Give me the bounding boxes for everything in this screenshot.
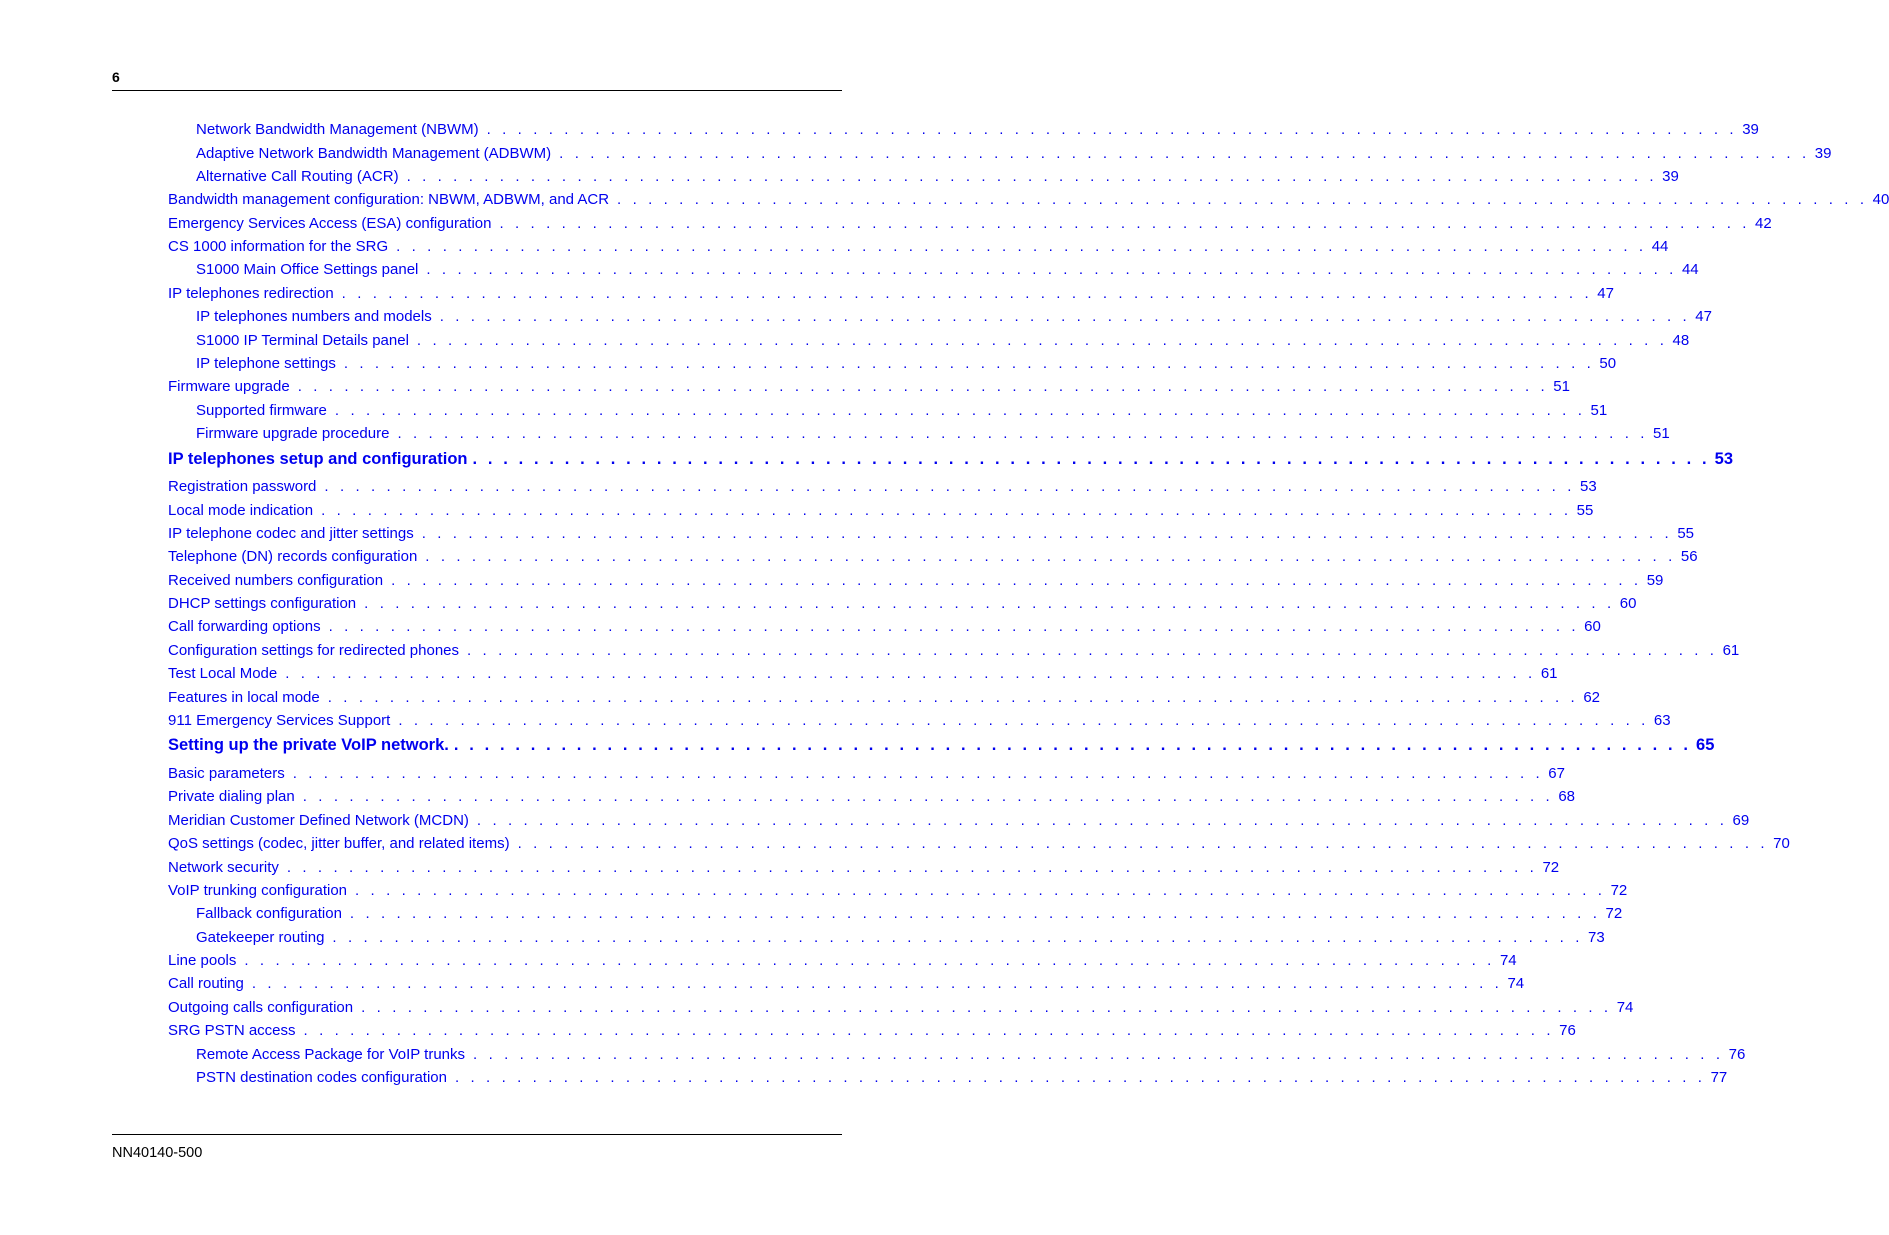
toc-entry-page-number: 70 (1773, 835, 1790, 852)
toc-entry-link[interactable] (196, 929, 1605, 949)
toc-entry-page-number: 74 (1499, 952, 1517, 969)
toc-entry-label: S1000 Main Office Settings panel (196, 261, 419, 278)
toc-dot-leader: . . . . . . . . . . . . . . . . . . . . . . . . . . . . . . . . . . . . . . . . . . . . . . . . . . . . . . . . . . . . . . . . . . . . . . . . . . . . . . . . . (328, 618, 1580, 635)
toc-entry-label: Network security (168, 859, 279, 876)
toc-dot-leader: . . . . . . . . . . . . . . . . . . . . . . . . . . . . . . . . . . . . . . . . . . . . . . . . . . . . . . . . . . . . . . . . . . . . . . . . . . . . . . . . . (398, 712, 1649, 729)
toc-entry-page-number: 69 (1732, 812, 1750, 829)
toc-entry-link[interactable] (196, 121, 1759, 141)
toc-entry-label: Supported firmware (196, 402, 327, 419)
toc-entry-page-number: 48 (1672, 332, 1690, 349)
toc-entry-link[interactable] (196, 402, 1608, 422)
toc-entry-label: Configuration settings for redirected phones (168, 642, 460, 659)
toc-entry-label: Meridian Customer Defined Network (MCDN) (168, 812, 469, 829)
toc-entry-label: Call forwarding options (168, 618, 321, 635)
toc-entry-label: PSTN destination codes configuration (196, 1069, 447, 1086)
toc-entry-link[interactable] (168, 975, 1525, 995)
toc-entry-link[interactable] (168, 859, 1560, 879)
toc-entry-label: Bandwidth management configuration: NBWM, ADBWM, and ACR (168, 191, 610, 208)
toc-entry-label: Gatekeeper routing (196, 929, 325, 946)
toc-dot-leader: . . . . . . . . . . . . . . . . . . . . . . . . . . . . . . . . . . . . . . . . . . . . . . . . . . . . . . . . . . . . . . . . . . . . . . . . . . . . . . . . . (286, 859, 1538, 876)
toc-entry-link[interactable] (168, 478, 1597, 498)
toc-entry-label: IP telephone codec and jitter settings (168, 525, 414, 542)
toc-dot-leader: . . . . . . . . . . . . . . . . . . . . . . . . . . . . . . . . . . . . . . . . . . . . . . . . . . . . . . . . . . . . . . . . . . . . . . . . . . . . . . . . . (297, 378, 1549, 395)
toc-entry-page-number: 44 (1651, 238, 1669, 255)
page-number: 6 (112, 69, 120, 85)
toc-entry-page-number: 53 (1714, 450, 1734, 468)
toc-entry-link[interactable] (168, 378, 1570, 398)
toc-entry-label: Line pools (168, 952, 237, 969)
toc-dot-leader: . . . . . . . . . . . . . . . . . . . . . . . . . . . . . . . . . . . . . . . . . . . . . . . . . . . . . . . . . . . . . . . . . . . . . . . . . . . . . . . . . (416, 332, 1668, 349)
toc-dot-leader: . . . . . . . . . . . . . . . . . . . . . . . . . . . . . . . . . . . . . . . . . . . . . . . . . . . . . . . . . . . . . . . . . . . . . . . . . . . . . . . . . (517, 835, 1769, 852)
toc-entry-page-number: 62 (1583, 689, 1601, 706)
toc-entry-label: CS 1000 information for the SRG (168, 238, 389, 255)
toc-entry-page-number: 67 (1548, 765, 1565, 782)
toc-entry-page-number: 61 (1540, 665, 1558, 682)
toc-dot-leader: . . . . . . . . . . . . . . . . . . . . . . . . . . . . . . . . . . . . . . . . . . . . . . . . . . . . . . . . . . . . . . . . . . . . . . . . . . . . . . . . . (559, 145, 1810, 162)
toc-entry-label: Test Local Mode (168, 665, 278, 682)
toc-entry-link[interactable] (168, 665, 1558, 685)
toc-entry-label: S1000 IP Terminal Details panel (196, 332, 409, 349)
toc-dot-leader: . . . . . . . . . . . . . . . . . . . . . . . . . . . . . . . . . . . . . . . . . . . . . . . . . . . . . . . . . . . . . . . . . . . . . . . . . . . . . . . . . (473, 1046, 1724, 1063)
toc-dot-leader: . . . . . . . . . . . . . . . . . . . . . . . . . . . . . . . . . . . . . . . . . . . . . . . . . . . . . . . . . . . . . . . . . . . . . . . . . . . . . . . . . (324, 478, 1575, 495)
toc-entry-link[interactable] (168, 952, 1517, 972)
toc-entry-link[interactable] (168, 525, 1694, 545)
toc-dot-leader: . . . . . . . . . . . . . . . . . . . . . . . . . . . . . . . . . . . . . . . . . . . . . . . . . . . . . . . . . . . . . . . . . . . . . . . . . . . . . . . . . (439, 308, 1691, 325)
toc-dot-leader: . . . . . . . . . . . . . . . . . . . . . . . . . . . . . . . . . . . . . . . . . . . . . . . . . . . . . . . . . . . . . . . . . . . . . . . . . . . . . . . . . (426, 261, 1677, 278)
toc-chapter-link[interactable] (168, 736, 1715, 756)
toc-dot-leader: . . . . . . . . . . . . . . . . . . . . . . . . . . . . . . . . . . . . . . . . . . . . . . . . . . . . . . . . . . . . . . . . . . . . . . . . . . . . . . . . . (292, 765, 1544, 782)
toc-dot-leader: . . . . . . . . . . . . . . . . . . . . . . . . . . . . . . . . . . . . . . . . . . . . . . . . . . . . . . . . . . . . . . . . . . . . . . . . . . . . . . . . . (332, 929, 1583, 946)
toc-entry-label: Outgoing calls configuration (168, 999, 354, 1016)
toc-dot-leader: . . . . . . . . . . . . . . . . . . . . . . . . . . . . . . . . . . . . . . . . . . . . . . . . . . . . . . . . . . . . . . . . . . . . . . . . . . . . . . . . . (349, 905, 1601, 922)
toc-entry-page-number: 59 (1646, 572, 1664, 589)
toc-entry-link[interactable] (168, 215, 1772, 235)
toc-entry-label: Network Bandwidth Management (NBWM) (196, 121, 479, 138)
toc-entry-link[interactable] (196, 261, 1699, 281)
toc-entry-label: Firmware upgrade (168, 378, 290, 395)
toc-entry-link[interactable] (168, 765, 1565, 785)
toc-entry-link[interactable] (168, 788, 1576, 808)
toc-dot-leader: . . . . . . . . . . . . . . . . . . . . . . . . . . . . . . . . . . . . . . . . . . . . . . . . . . . . . . . . . . . . . . . . . . . . . . . . . . . . . . . . . (406, 168, 1658, 185)
toc-entry-page-number: 50 (1599, 355, 1617, 372)
toc-entry-page-number: 61 (1722, 642, 1740, 659)
toc-dot-leader: . . . . . . . . . . . . . . . . . . . . . . . . . . . . . . . . . . . . . . . . . . . . . . . . . . . . . . . . . . . . . . . . . . . . . . . . . . . . . . . . . (425, 548, 1676, 565)
toc-entry-link[interactable] (168, 595, 1637, 615)
toc-entry-link[interactable] (168, 882, 1628, 902)
toc-entry-link[interactable] (168, 191, 1889, 211)
toc-entry-label: Basic parameters (168, 765, 285, 782)
toc-entry-page-number: 47 (1597, 285, 1614, 302)
toc-entry-page-number: 74 (1507, 975, 1525, 992)
toc-entry-page-number: 76 (1728, 1046, 1746, 1063)
toc-entry-label: Local mode indication (168, 502, 314, 519)
toc-entry-link[interactable] (168, 642, 1740, 662)
toc-entry-link[interactable] (196, 308, 1712, 328)
toc-entry-label: DHCP settings configuration (168, 595, 357, 612)
toc-entry-label: Telephone (DN) records configuration (168, 548, 418, 565)
toc-entry-page-number: 39 (1742, 121, 1759, 138)
toc-entry-label: Firmware upgrade procedure (196, 425, 390, 442)
toc-entry-link[interactable] (196, 145, 1832, 165)
toc-entry-link[interactable] (196, 905, 1623, 925)
toc-entry-label: IP telephones redirection (168, 285, 334, 302)
toc-entry-page-number: 72 (1542, 859, 1560, 876)
toc-entry-page-number: 74 (1616, 999, 1634, 1016)
toc-dot-leader: . . . . . . . . . . . . . . . . . . . . . . . . . . . . . . . . . . . . . . . . . . . . . . . . . . . . . . . . . . . . . . . . . . . . . . . . . . . . . . . . . (285, 665, 1536, 682)
toc-entry-page-number: 63 (1653, 712, 1671, 729)
toc-entry-label: 911 Emergency Services Support (168, 712, 391, 729)
toc-entry-link[interactable] (196, 168, 1679, 188)
toc-entry-link[interactable] (168, 548, 1698, 568)
toc-entry-link[interactable] (196, 355, 1617, 375)
toc-entry-page-number: 55 (1576, 502, 1594, 519)
toc-entry-page-number: 39 (1814, 145, 1832, 162)
toc-entry-page-number: 44 (1681, 261, 1699, 278)
toc-entry-page-number: 42 (1755, 215, 1772, 232)
toc-entry-link[interactable] (168, 618, 1601, 638)
toc-entry-label: VoIP trunking configuration (168, 882, 348, 899)
toc-dot-leader: . . . . . . . . . . . . . . . . . . . . . . . . . . . . . . . . . . . . . . . . . . . . . . . . . . . . . . . . . . . . . . . . . . . . . . . . . . . . . . . . . (327, 689, 1579, 706)
toc-dot-leader: . . . . . . . . . . . . . . . . . . . . . . . . . . . . . . . . . . . . . . . . . . . . . . . . . . . . . . . . . . . . . . . . . . . . . . . . . . . . . . . . . (486, 121, 1738, 138)
toc-dot-leader: . . . . . . . . . . . . . . . . . . . . . . . . . . . . . . . . . . . . . . . . . . . . . . . . . . . . . . . . . . . . . . . . . . . . . . . . . . . . . . . . . (453, 736, 1692, 754)
toc-entry-label: Features in local mode (168, 689, 320, 706)
toc-entry-page-number: 55 (1677, 525, 1694, 542)
toc-entry-page-number: 51 (1553, 378, 1570, 395)
toc-entry-link[interactable] (168, 712, 1671, 732)
toc-entry-page-number: 53 (1579, 478, 1597, 495)
toc-entry-link[interactable] (168, 572, 1664, 592)
toc-dot-leader: . . . . . . . . . . . . . . . . . . . . . . . . . . . . . . . . . . . . . . . . . . . . . . . . . . . . . . . . . . . . . . . . . . . . . . . . . . . . . . . . . (396, 238, 1647, 255)
toc-dot-leader: . . . . . . . . . . . . . . . . . . . . . . . . . . . . . . . . . . . . . . . . . . . . . . . . . . . . . . . . . . . . . . . . . . . . . . . . . . . . . . . . . (454, 1069, 1706, 1086)
toc-entry-label: IP telephones setup and configuration (168, 450, 468, 468)
toc-entry-page-number: 65 (1696, 736, 1715, 754)
toc-entry-label: Remote Access Package for VoIP trunks (196, 1046, 466, 1063)
toc-entry-page-number: 60 (1619, 595, 1637, 612)
toc-entry-page-number: 40 (1872, 191, 1889, 208)
toc-entry-page-number: 72 (1610, 882, 1628, 899)
toc-entry-label: IP telephones numbers and models (196, 308, 432, 325)
toc-entry-page-number: 73 (1588, 929, 1605, 946)
toc-entry-page-number: 76 (1559, 1022, 1576, 1039)
toc-dot-leader: . . . . . . . . . . . . . . . . . . . . . . . . . . . . . . . . . . . . . . . . . . . . . . . . . . . . . . . . . . . . . . . . . . . . . . . . . . . . . . . . . (421, 525, 1673, 542)
toc-entry-link[interactable] (196, 1046, 1746, 1066)
toc-entry-link[interactable] (196, 332, 1690, 352)
toc-entry-page-number: 72 (1605, 905, 1623, 922)
toc-dot-leader: . . . . . . . . . . . . . . . . . . . . . . . . . . . . . . . . . . . . . . . . . . . . . . . . . . . . . . . . . . . . . . . . . . . . . . . . . . . . . . . . . (251, 975, 1503, 992)
toc-dot-leader: . . . . . . . . . . . . . . . . . . . . . . . . . . . . . . . . . . . . . . . . . . . . . . . . . . . . . . . . . . . . . . . . . . . . . . . . . . . . . . . . . (364, 595, 1615, 612)
toc-dot-leader: . . . . . . . . . . . . . . . . . . . . . . . . . . . . . . . . . . . . . . . . . . . . . . . . . . . . . . . . . . . . . . . . . . . . . . . . . . . . . . . . . (334, 402, 1586, 419)
toc-entry-link[interactable] (168, 999, 1634, 1019)
toc-entry-link[interactable] (168, 812, 1750, 832)
toc-dot-leader: . . . . . . . . . . . . . . . . . . . . . . . . . . . . . . . . . . . . . . . . . . . . . . . . . . . . . . . . . . . . . . . . . . . . . . . . . . . . . . . . . (467, 642, 1718, 659)
toc-entry-label: Adaptive Network Bandwidth Management (ADBWM) (196, 145, 552, 162)
toc-entry-page-number: 60 (1584, 618, 1601, 635)
toc-dot-leader: . . . . . . . . . . . . . . . . . . . . . . . . . . . . . . . . . . . . . . . . . . . . . . . . . . . . . . . . . . . . . . . . . . . . . . . . . . . . . . . . . (397, 425, 1649, 442)
footer-rule (112, 1134, 842, 1135)
toc-entry-label: Received numbers configuration (168, 572, 384, 589)
toc-dot-leader: . . . . . . . . . . . . . . . . . . . . . . . . . . . . . . . . . . . . . . . . . . . . . . . . . . . . . . . . . . . . . . . . . . . . . . . . . . . . . . . . . (361, 999, 1612, 1016)
toc-entry-link[interactable] (168, 285, 1614, 305)
toc-entry-label: Registration password (168, 478, 317, 495)
toc-entry-label: Alternative Call Routing (ACR) (196, 168, 399, 185)
toc-dot-leader: . . . . . . . . . . . . . . . . . . . . . . . . . . . . . . . . . . . . . . . . . . . . . . . . . . . . . . . . . . . . . . . . . . . . . . . . . . . . . . . . . (303, 1022, 1555, 1039)
toc-entry-label: Call routing (168, 975, 244, 992)
toc-entry-page-number: 51 (1653, 425, 1670, 442)
toc-entry-label: IP telephone settings (196, 355, 336, 372)
toc-entry-label: Emergency Services Access (ESA) configuration (168, 215, 492, 232)
toc-dot-leader: . . . . . . . . . . . . . . . . . . . . . . . . . . . . . . . . . . . . . . . . . . . . . . . . . . . . . . . . . . . . . . . . . . . . . . . . . . . . . . . . . (476, 812, 1728, 829)
toc-entry-link[interactable] (168, 1022, 1576, 1042)
toc-entry-page-number: 68 (1558, 788, 1576, 805)
toc-entry-label: Fallback configuration (196, 905, 342, 922)
toc-dot-leader: . . . . . . . . . . . . . . . . . . . . . . . . . . . . . . . . . . . . . . . . . . . . . . . . . . . . . . . . . . . . . . . . . . . . . . . . . . . . . . . . . (321, 502, 1572, 519)
toc-entry-page-number: 77 (1710, 1069, 1728, 1086)
toc-entry-label: QoS settings (codec, jitter buffer, and related items) (168, 835, 510, 852)
toc-dot-leader: . . . . . . . . . . . . . . . . . . . . . . . . . . . . . . . . . . . . . . . . . . . . . . . . . . . . . . . . . . . . . . . . . . . . . . . . . . . . . . . . . (391, 572, 1642, 589)
toc-dot-leader: . . . . . . . . . . . . . . . . . . . . . . . . . . . . . . . . . . . . . . . . . . . . . . . . . . . . . . . . . . . . . . . . . . . . . . . . . . . . . . . . . (341, 285, 1593, 302)
toc-dot-leader: . . . . . . . . . . . . . . . . . . . . . . . . . . . . . . . . . . . . . . . . . . . . . . . . . . . . . . . . . . . . . . . . . . . . . . . . . . . . . . . . . (472, 450, 1710, 468)
toc-dot-leader: . . . . . . . . . . . . . . . . . . . . . . . . . . . . . . . . . . . . . . . . . . . . . . . . . . . . . . . . . . . . . . . . . . . . . . . . . . . . . . . . . (355, 882, 1606, 899)
toc-dot-leader: . . . . . . . . . . . . . . . . . . . . . . . . . . . . . . . . . . . . . . . . . . . . . . . . . . . . . . . . . . . . . . . . . . . . . . . . . . . . . . . . . (617, 191, 1868, 208)
toc-entry-link[interactable] (168, 689, 1601, 709)
toc-entry-label: Setting up the private VoIP network. (168, 736, 449, 754)
toc-entry-page-number: 39 (1662, 168, 1679, 185)
toc-entry-link[interactable] (196, 1069, 1728, 1089)
toc-entry-page-number: 47 (1695, 308, 1712, 325)
toc-dot-leader: . . . . . . . . . . . . . . . . . . . . . . . . . . . . . . . . . . . . . . . . . . . . . . . . . . . . . . . . . . . . . . . . . . . . . . . . . . . . . . . . . (343, 355, 1595, 372)
toc-entry-label: SRG PSTN access (168, 1022, 296, 1039)
toc-entry-page-number: 56 (1680, 548, 1698, 565)
toc-entry-link[interactable] (168, 502, 1594, 522)
document-number: NN40140-500 (112, 1145, 203, 1161)
toc-dot-leader: . . . . . . . . . . . . . . . . . . . . . . . . . . . . . . . . . . . . . . . . . . . . . . . . . . . . . . . . . . . . . . . . . . . . . . . . . . . . . . . . . (302, 788, 1554, 805)
toc-dot-leader: . . . . . . . . . . . . . . . . . . . . . . . . . . . . . . . . . . . . . . . . . . . . . . . . . . . . . . . . . . . . . . . . . . . . . . . . . . . . . . . . . (499, 215, 1751, 232)
toc-entry-page-number: 51 (1590, 402, 1608, 419)
toc-entry-label: Private dialing plan (168, 788, 295, 805)
toc-entry-link[interactable] (196, 425, 1670, 445)
toc-entry-link[interactable] (168, 835, 1790, 855)
toc-dot-leader: . . . . . . . . . . . . . . . . . . . . . . . . . . . . . . . . . . . . . . . . . . . . . . . . . . . . . . . . . . . . . . . . . . . . . . . . . . . . . . . . . (244, 952, 1495, 969)
toc-chapter-link[interactable] (168, 450, 1734, 470)
toc-entry-link[interactable] (168, 238, 1669, 258)
